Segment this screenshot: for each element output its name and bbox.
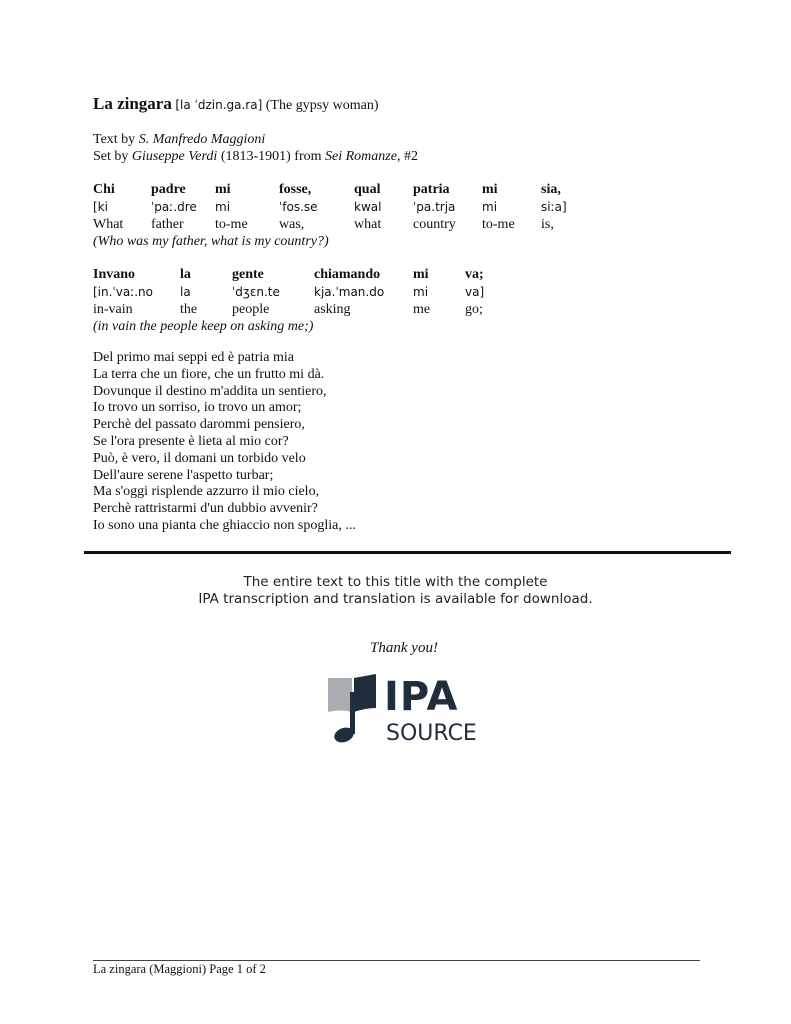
literal-word: in-vain <box>93 302 133 317</box>
literal-word: was, <box>279 217 305 232</box>
ipa-word: mi <box>482 200 498 214</box>
title-translation: (The gypsy woman) <box>265 98 379 113</box>
word: mi <box>482 182 498 197</box>
stanza-1-translation: (Who was my father, what is my country?) <box>93 234 329 249</box>
composer-credit-prefix: Set by <box>93 149 132 164</box>
collection-number: , #2 <box>396 149 418 164</box>
word: chiamando <box>314 267 381 282</box>
word: Invano <box>93 267 136 282</box>
literal-word: me <box>413 302 431 317</box>
title-text: La zingara <box>93 94 172 113</box>
ipa-word: la <box>180 285 191 299</box>
word: mi <box>215 182 231 197</box>
poem-line: Può, è vero, il domani un torbido velo <box>93 450 306 466</box>
ipa-word: kja.ˈman.do <box>314 285 385 299</box>
literal-word: What <box>93 217 124 232</box>
section-divider <box>84 551 731 554</box>
stanza-2-translation: (in vain the people keep on asking me;) <box>93 319 314 334</box>
word: padre <box>151 182 186 197</box>
poem-line: Io trovo un sorriso, io trovo un amor; <box>93 400 302 416</box>
word: patria <box>413 182 450 197</box>
ipa-source-logo <box>326 672 486 744</box>
literal-word: is, <box>541 217 554 232</box>
ipa-word: [in.ˈvaː.no <box>93 285 153 299</box>
word: fosse, <box>279 182 312 197</box>
literal-word: people <box>232 302 270 317</box>
logo-word-source: SOURCE <box>386 721 477 744</box>
word: la <box>180 267 191 282</box>
ipa-word: ˈpa.trja <box>413 200 456 214</box>
poem-line: Del primo mai seppi ed è patria mia <box>93 350 294 365</box>
ipa-word: kwal <box>354 200 382 214</box>
thank-you-text: Thank you! <box>370 640 438 656</box>
author-name: S. Manfredo Maggioni <box>138 132 266 147</box>
title-ipa: [la ˈdzin.ga.ra] <box>175 98 263 112</box>
poem-line: La terra che un fiore, che un frutto mi dà. <box>93 366 325 382</box>
literal-word: asking <box>314 302 351 317</box>
page-title <box>93 94 379 114</box>
ipa-word: ˈfos.se <box>279 200 318 214</box>
logo-word-ipa: IPA <box>384 674 459 720</box>
poem-line: Dell'aure serene l'aspetto turbar; <box>93 467 274 483</box>
ipa-word: mi <box>413 285 429 299</box>
poem-line: Io sono una pianta che ghiaccio non spoglia, ... <box>93 517 356 533</box>
ipa-word: ˈpaː.dre <box>151 200 197 214</box>
ipa-word: mi <box>215 200 231 214</box>
literal-word: the <box>180 302 198 317</box>
poem-line: Perchè del passato darommi pensiero, <box>93 417 305 433</box>
ipa-word: siːa] <box>541 200 567 214</box>
literal-word: go; <box>465 302 483 317</box>
composer-dates: (1813-1901) from <box>217 149 326 164</box>
text-credit <box>93 132 265 148</box>
poem-line: Dovunque il destino m'addita un sentiero, <box>93 383 327 399</box>
literal-word: country <box>413 217 456 232</box>
page-footer: La zingara (Maggioni) Page 1 of 2 <box>93 962 266 976</box>
poem-line: Ma s'oggi risplende azzurro il mio cielo, <box>93 484 320 500</box>
word: Chi <box>93 182 115 197</box>
word: mi <box>413 267 429 282</box>
ipa-word: [ki <box>93 200 108 214</box>
literal-word: to-me <box>482 217 515 232</box>
literal-word: to-me <box>215 217 248 232</box>
music-book-icon <box>326 672 486 744</box>
composer-credit <box>93 149 418 165</box>
literal-word: what <box>354 217 382 232</box>
word: gente <box>232 267 264 282</box>
word: qual <box>354 182 381 197</box>
poem-line: Se l'ora presente è lieta al mio cor? <box>93 433 289 449</box>
ipa-word: va] <box>465 285 485 299</box>
footer-divider <box>93 960 700 961</box>
collection-name: Sei Romanze <box>325 149 397 164</box>
download-notice-line-1: The entire text to this title with the complete <box>243 574 548 590</box>
ipa-word: ˈdʒɛn.te <box>232 285 280 299</box>
poem-line: Perchè rattristarmi d'un dubbio avvenir? <box>93 501 318 517</box>
download-notice-line-2: IPA transcription and translation is available for download. <box>198 591 593 607</box>
poem-text <box>93 350 356 535</box>
literal-word: father <box>151 217 184 232</box>
composer-name: Giuseppe Verdi <box>131 149 218 164</box>
word: sia, <box>541 182 561 197</box>
text-credit-prefix: Text by <box>93 132 139 147</box>
word: va; <box>465 267 484 282</box>
